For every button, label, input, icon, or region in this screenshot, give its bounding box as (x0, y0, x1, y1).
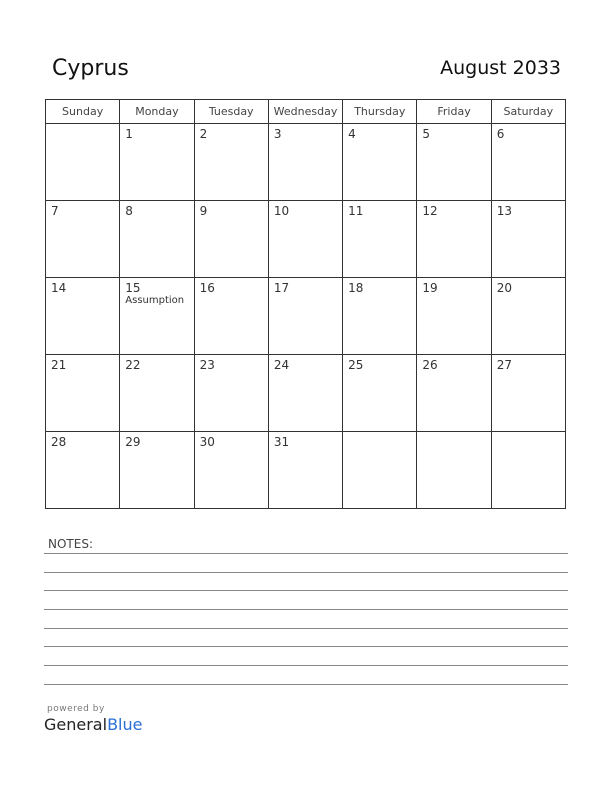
day-number: 28 (51, 435, 67, 449)
notes-line (44, 665, 568, 666)
day-number: 23 (199, 358, 215, 372)
weekday-wednesday: Wednesday (268, 100, 342, 124)
day-cell (417, 278, 491, 355)
week-row (46, 124, 566, 201)
notes-line (44, 590, 568, 591)
day-cell (120, 432, 194, 509)
day-cell (120, 278, 194, 355)
day-cell (268, 124, 342, 201)
day-cell (343, 278, 417, 355)
weekday-monday: Monday (120, 100, 194, 124)
notes-line (44, 553, 568, 554)
day-cell (343, 432, 417, 509)
notes-line (44, 684, 568, 685)
holiday-label: Assumption (125, 295, 185, 306)
month-year-title: August 2033 (440, 57, 561, 79)
brand-name (44, 715, 142, 734)
day-cell (417, 432, 491, 509)
notes-line (44, 628, 568, 629)
day-cell (417, 124, 491, 201)
day-cell (46, 124, 120, 201)
week-row (46, 432, 566, 509)
brand-logo (44, 704, 142, 734)
brand-name-general: General (44, 715, 108, 734)
day-number: 22 (125, 358, 141, 372)
week-row (46, 201, 566, 278)
weekday-friday: Friday (417, 100, 491, 124)
day-number: 12 (422, 204, 438, 218)
day-cell (417, 201, 491, 278)
day-cell (46, 355, 120, 432)
day-number: 13 (496, 204, 512, 218)
day-cell (194, 201, 268, 278)
notes-line (44, 609, 568, 610)
notes-line (44, 572, 568, 573)
weekday-tuesday: Tuesday (194, 100, 268, 124)
day-cell (491, 124, 565, 201)
day-cell (120, 355, 194, 432)
day-number: 5 (422, 127, 431, 141)
day-cell (194, 432, 268, 509)
day-number: 26 (422, 358, 438, 372)
day-cell (194, 124, 268, 201)
calendar-grid (45, 99, 566, 509)
day-cell (46, 432, 120, 509)
powered-by-text: powered by (47, 704, 105, 714)
day-number: 30 (199, 435, 215, 449)
day-cell (120, 201, 194, 278)
day-number: 3 (273, 127, 282, 141)
country-title: Cyprus (52, 56, 129, 81)
day-cell (343, 201, 417, 278)
weekday-header-row (46, 100, 566, 124)
day-number: 14 (51, 281, 67, 295)
day-number: 19 (422, 281, 438, 295)
day-number: 16 (199, 281, 215, 295)
day-cell (343, 124, 417, 201)
day-number: 15 (125, 281, 141, 295)
week-row (46, 355, 566, 432)
day-number: 11 (348, 204, 364, 218)
day-cell (491, 201, 565, 278)
day-cell (268, 278, 342, 355)
day-cell (120, 124, 194, 201)
weekday-sunday: Sunday (46, 100, 120, 124)
day-cell (268, 355, 342, 432)
day-number: 9 (199, 204, 208, 218)
day-cell (417, 355, 491, 432)
day-cell (46, 278, 120, 355)
day-cell (46, 201, 120, 278)
day-cell (268, 432, 342, 509)
day-number: 1 (125, 127, 133, 141)
day-number: 27 (496, 358, 512, 372)
day-number: 29 (125, 435, 141, 449)
week-row (46, 278, 566, 355)
day-number: 18 (348, 281, 364, 295)
day-number: 10 (273, 204, 290, 218)
day-number: 17 (273, 281, 290, 295)
day-number: 4 (348, 127, 356, 141)
day-number: 20 (496, 281, 512, 295)
day-cell (343, 355, 417, 432)
day-number: 8 (125, 204, 133, 218)
day-cell (194, 278, 268, 355)
day-number: 21 (51, 358, 67, 372)
day-cell (491, 355, 565, 432)
day-cell (194, 355, 268, 432)
day-number: 2 (199, 127, 208, 141)
day-cell (491, 278, 565, 355)
day-number: 25 (348, 358, 364, 372)
day-number: 24 (273, 358, 290, 372)
notes-label: NOTES: (48, 537, 93, 551)
weekday-saturday: Saturday (491, 100, 565, 124)
brand-name-blue: Blue (107, 715, 143, 734)
notes-line (44, 646, 568, 647)
day-number: 7 (51, 204, 59, 218)
day-number: 31 (273, 435, 290, 449)
day-cell (491, 432, 565, 509)
day-number: 6 (496, 127, 505, 141)
weekday-thursday: Thursday (343, 100, 417, 124)
day-cell (268, 201, 342, 278)
